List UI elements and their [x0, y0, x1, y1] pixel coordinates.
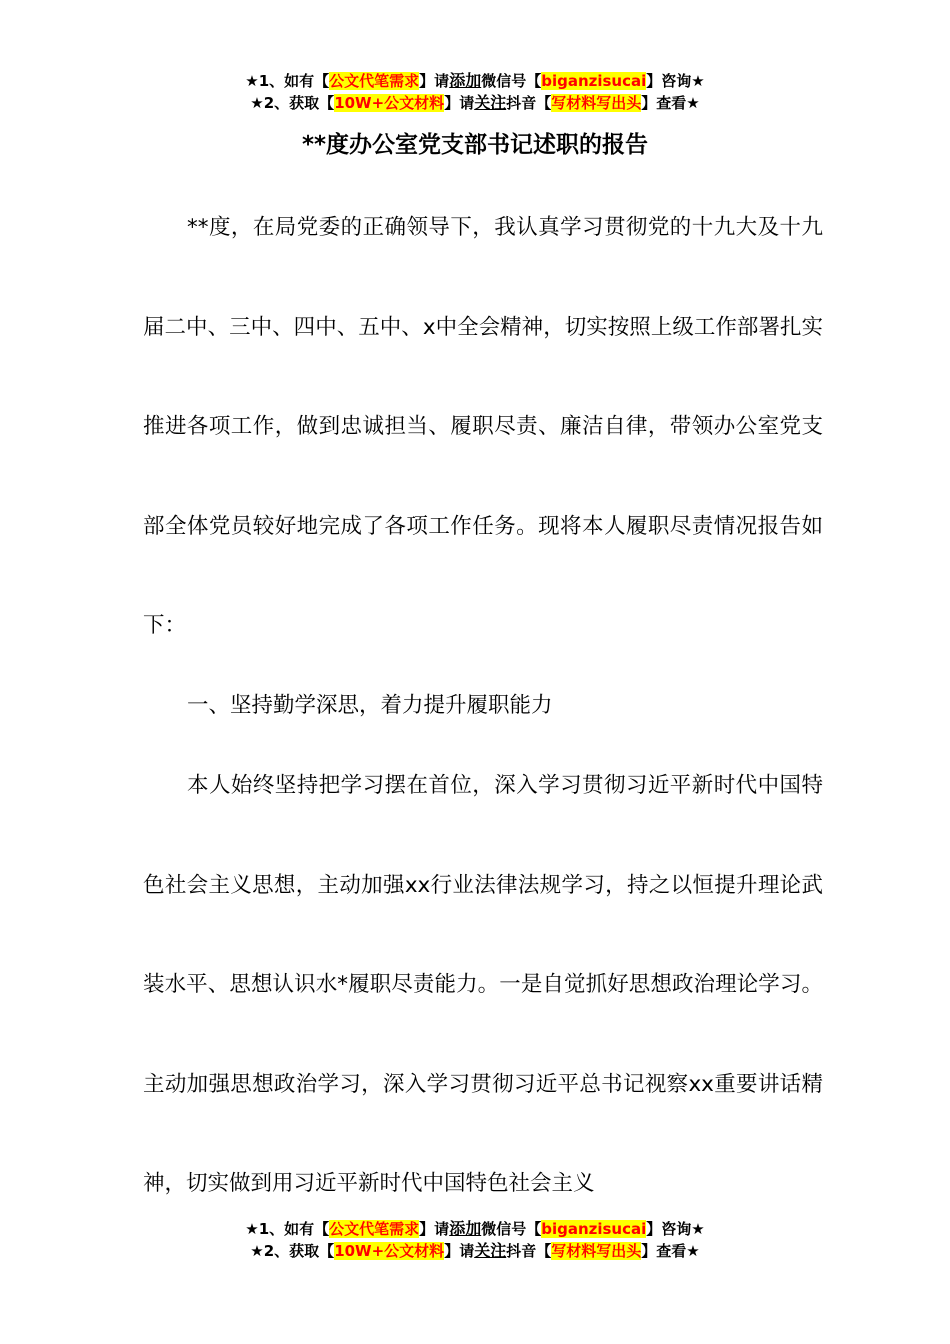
- promo-banner-bottom: [0, 1218, 950, 1262]
- promo-line-2-highlight-materials: 10W+公文材料: [334, 94, 445, 112]
- promo-line-2-suffix: 】查看★: [641, 94, 700, 112]
- promo-banner-top: [0, 70, 950, 114]
- promo-line-2: [0, 92, 950, 114]
- promo-line-2-suffix: 】查看★: [641, 1242, 700, 1260]
- promo-line-1-emphasis: 添加: [449, 1219, 482, 1238]
- promo-line-1: [0, 1218, 950, 1240]
- promo-line-1-highlight-wechat: biganzisucai: [541, 1220, 647, 1238]
- promo-line-2: [0, 1240, 950, 1262]
- promo-line-1: [0, 70, 950, 92]
- promo-line-2-mid2: 抖音【: [506, 94, 552, 112]
- promo-line-2-highlight-douyin: 写材料写出头: [551, 1242, 642, 1260]
- section-1-paragraph: 本人始终坚持把学习摆在首位，深入学习贯彻习近平新时代中国特色社会主义思想，主动加强xx行业法律法规学习，持之以恒提升理论武装水平、思想认识水*履职尽责能力。一是自觉抓好思想政治理论学习。主动加强思想政治学习，深入学习贯彻习近平总书记视察xx重要讲话精神，切实做到用习近平新时代中国特色社会主义: [143, 773, 823, 1196]
- promo-line-2-highlight-douyin: 写材料写出头: [551, 94, 642, 112]
- promo-line-1-mid: 】请: [419, 1220, 450, 1238]
- promo-line-1-mid: 】请: [419, 72, 450, 90]
- promo-line-2-prefix: ★2、获取【: [250, 1242, 335, 1260]
- promo-line-2-emphasis: 关注: [474, 93, 507, 112]
- promo-line-1-suffix: 】咨询★: [646, 1220, 705, 1238]
- promo-line-2-mid: 】请: [444, 1242, 475, 1260]
- section-1-heading: 一、坚持勤学深思，着力提升履职能力: [187, 693, 553, 718]
- promo-line-1-highlight-service: 公文代笔需求: [329, 72, 420, 90]
- promo-line-1-prefix: ★1、如有【: [245, 1220, 330, 1238]
- intro-paragraph: **度，在局党委的正确领导下，我认真学习贯彻党的十九大及十九届二中、三中、四中、五中、x中全会精神，切实按照上级工作部署扎实推进各项工作，做到忠诚担当、履职尽责、廉洁自律，带领办公室党支部全体党员较好地完成了各项工作任务。现将本人履职尽责情况报告如下：: [143, 215, 823, 638]
- promo-line-1-prefix: ★1、如有【: [245, 72, 330, 90]
- promo-line-2-mid2: 抖音【: [506, 1242, 552, 1260]
- promo-line-1-mid2: 微信号【: [481, 72, 542, 90]
- promo-line-2-emphasis: 关注: [474, 1241, 507, 1260]
- promo-line-2-highlight-materials: 10W+公文材料: [334, 1242, 445, 1260]
- promo-line-1-highlight-wechat: biganzisucai: [541, 72, 647, 90]
- promo-line-1-suffix: 】咨询★: [646, 72, 705, 90]
- promo-line-2-mid: 】请: [444, 94, 475, 112]
- document-title: **度办公室党支部书记述职的报告: [301, 132, 649, 158]
- promo-line-1-mid2: 微信号【: [481, 1220, 542, 1238]
- promo-line-1-highlight-service: 公文代笔需求: [329, 1220, 420, 1238]
- promo-line-1-emphasis: 添加: [449, 71, 482, 90]
- promo-line-2-prefix: ★2、获取【: [250, 94, 335, 112]
